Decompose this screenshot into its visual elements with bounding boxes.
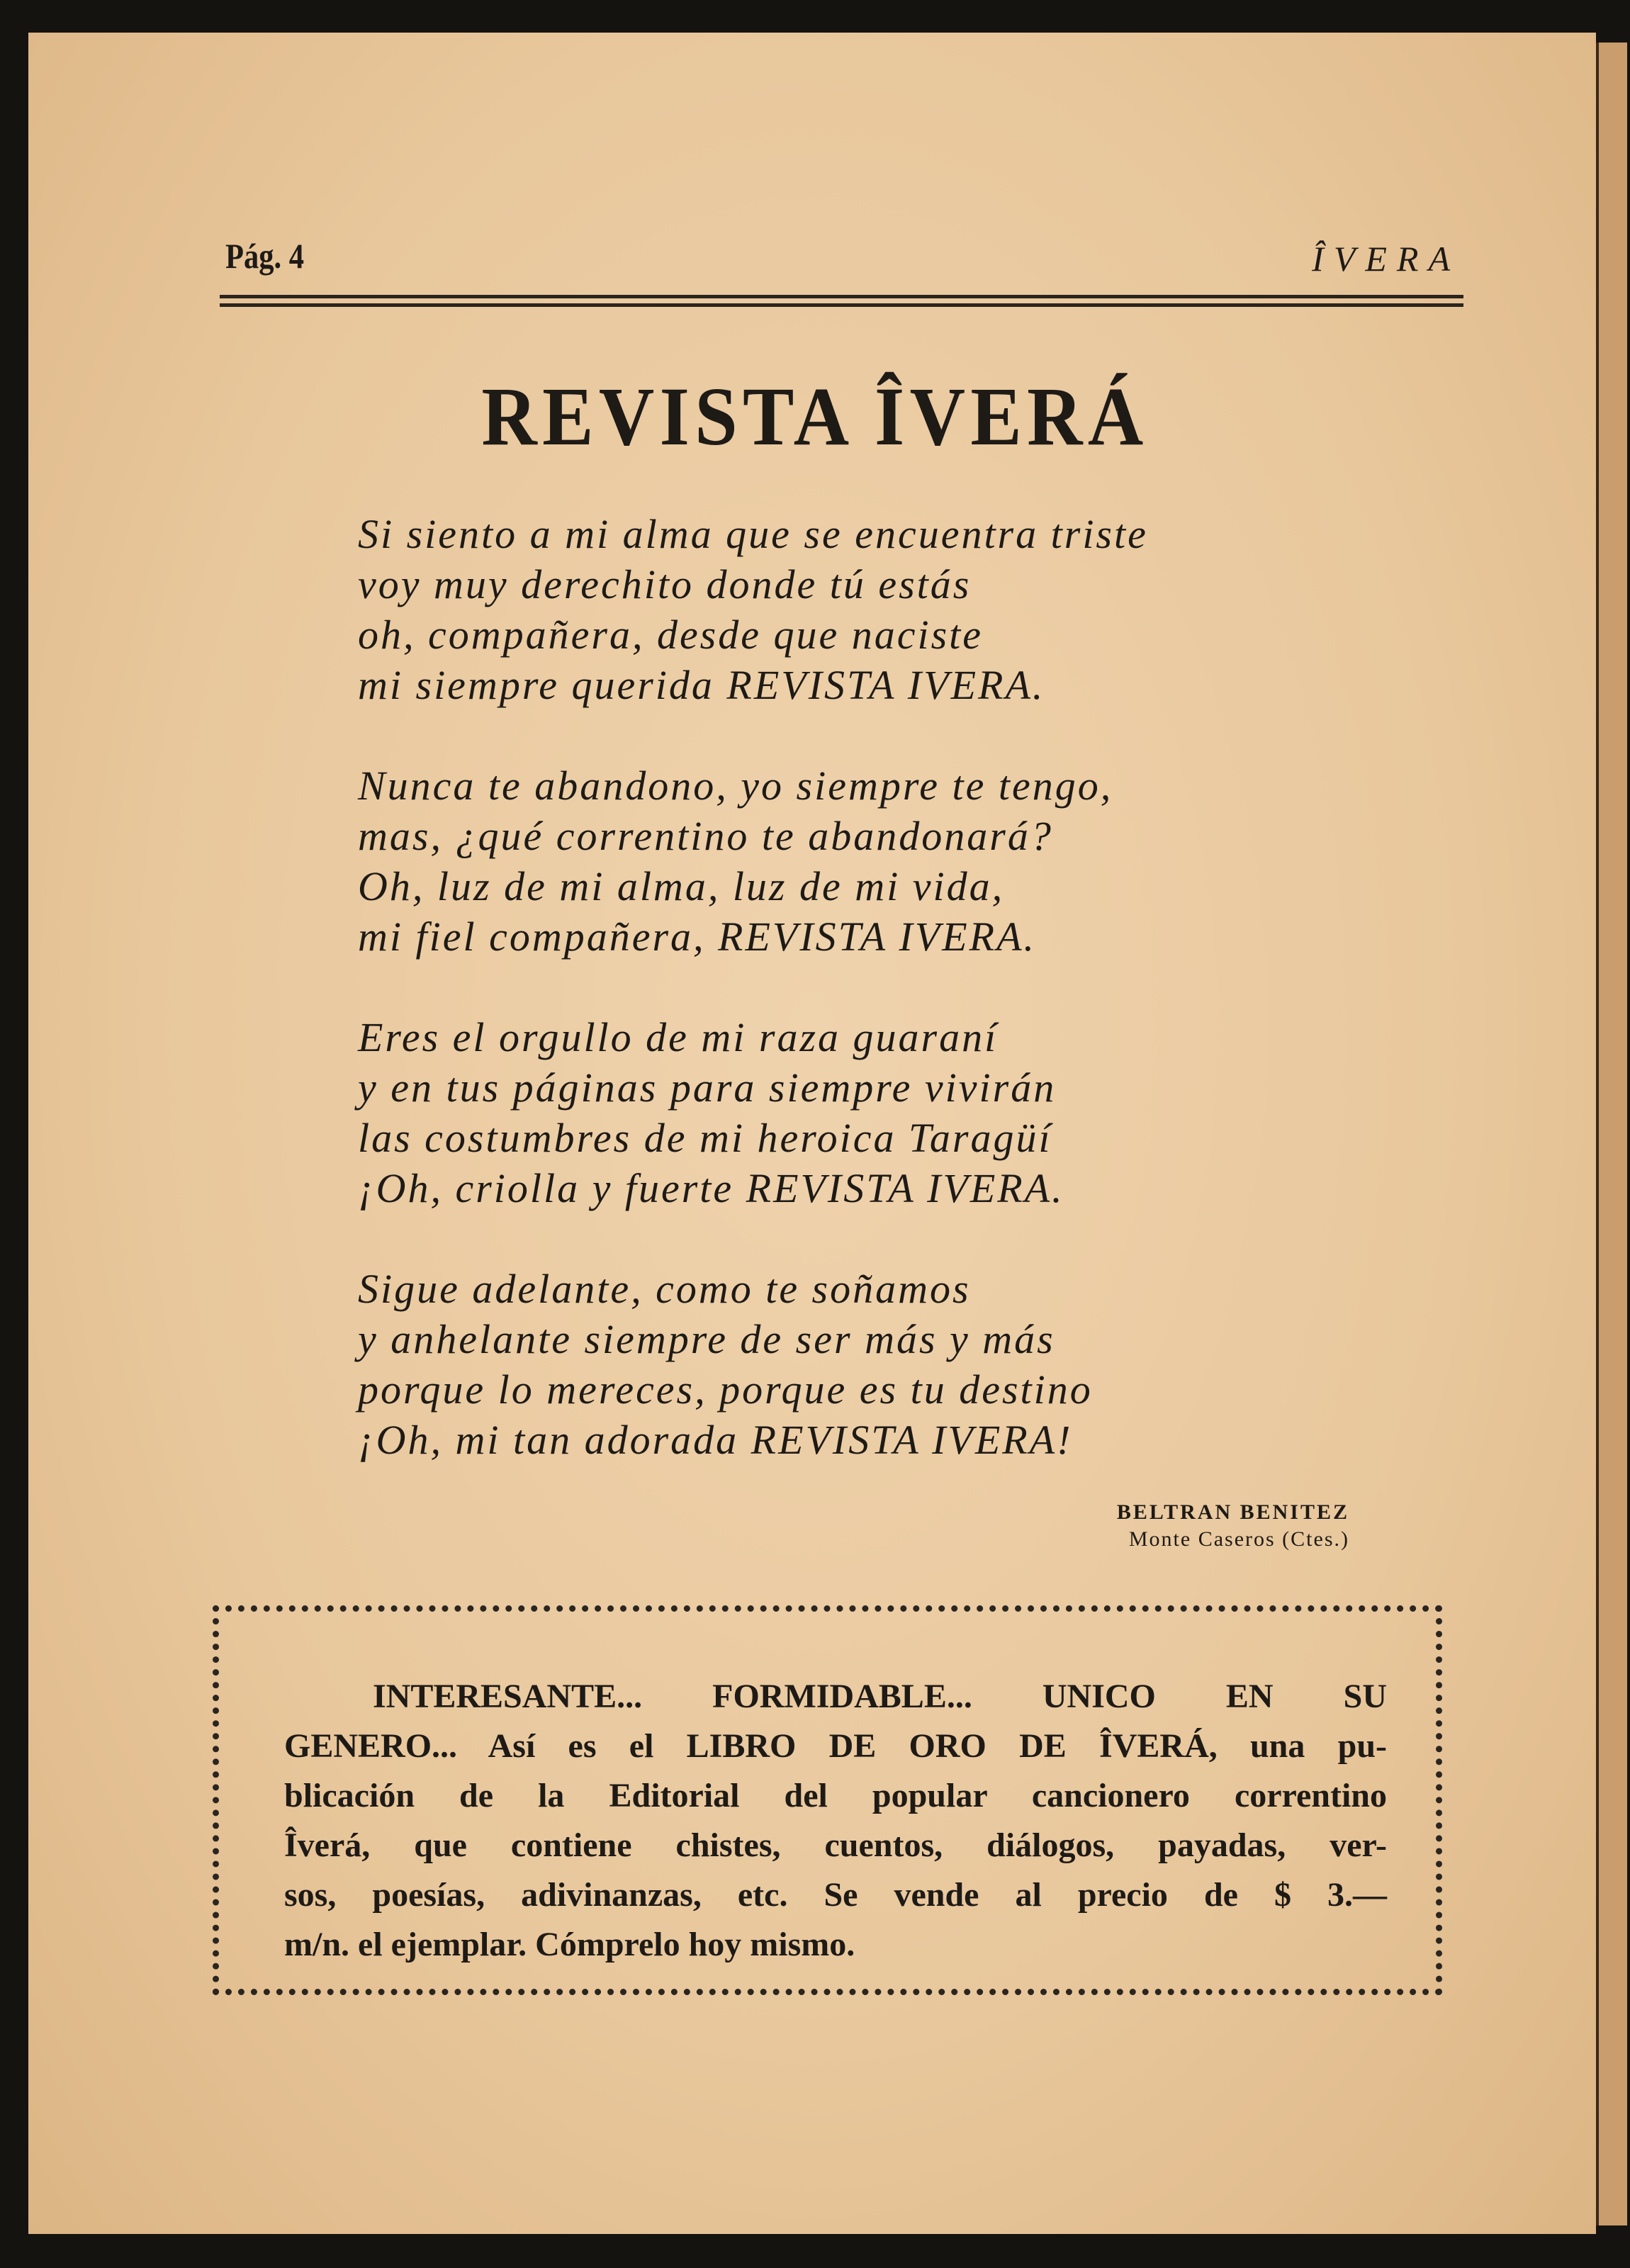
poem — [358, 509, 1350, 1515]
advertisement-text — [284, 1672, 1387, 1970]
header-rule-top — [220, 295, 1463, 298]
poem-line: Si siento a mi alma que se encuentra triste — [358, 511, 1148, 557]
adjacent-page-edge — [1596, 43, 1627, 2225]
poem-line: mas, ¿qué correntino te abandonará? — [358, 813, 1053, 859]
poem-line: porque lo mereces, porque es tu destino — [358, 1366, 1093, 1413]
poem-line: Nunca te abandono, yo siempre te tengo, — [358, 763, 1113, 809]
ad-line: sos, poesías, adivinanzas, etc. Se vende al precio de $ 3.— — [284, 1876, 1387, 1914]
stanza-3 — [358, 1012, 1350, 1213]
poem-line: las costumbres de mi heroica Taragüí — [358, 1115, 1052, 1161]
ad-line: m/n. el ejemplar. Cómprelo hoy mismo. — [284, 1926, 855, 1963]
ad-line: Îverá, que contiene chistes, cuentos, diálogos, payadas, ver- — [284, 1826, 1387, 1864]
header-rule-bottom — [220, 303, 1463, 307]
author-place: Monte Caseros (Ctes.) — [1128, 1527, 1349, 1551]
signature — [1117, 1499, 1349, 1553]
poem-line: y anhelante siempre de ser más y más — [358, 1316, 1055, 1362]
author-name: BELTRAN BENITEZ — [1116, 1500, 1349, 1524]
ad-line: blicación de la Editorial del popular cancionero correntino — [284, 1777, 1387, 1814]
poem-line: voy muy derechito donde tú estás — [358, 561, 972, 607]
ad-line: GENERO... Así es el LIBRO DE ORO DE ÎVERÁ, una pu- — [284, 1727, 1387, 1765]
poem-line: mi fiel compañera, REVISTA IVERA. — [358, 914, 1036, 960]
poem-line: Eres el orgullo de mi raza guaraní — [358, 1014, 999, 1060]
page-number: Pág. 4 — [225, 236, 304, 276]
stanza-1 — [358, 509, 1350, 710]
poem-line: mi siempre querida REVISTA IVERA. — [358, 662, 1045, 708]
poem-line: oh, compañera, desde que naciste — [358, 612, 984, 658]
poem-line: Oh, luz de mi alma, luz de mi vida, — [358, 863, 1005, 909]
stanza-4 — [358, 1264, 1350, 1465]
article-title: REVISTA ÎVERÁ — [481, 370, 1149, 463]
advertisement-box — [213, 1605, 1442, 1995]
ad-line: INTERESANTE... FORMIDABLE... UNICO EN SU — [373, 1678, 1387, 1715]
poem-line: Sigue adelante, como te soñamos — [358, 1266, 971, 1312]
poem-line: ¡Oh, criolla y fuerte REVISTA IVERA. — [358, 1165, 1064, 1211]
poem-line: y en tus páginas para siempre vivirán — [358, 1065, 1057, 1111]
running-header-publication: ÎVERA — [1312, 239, 1460, 279]
stanza-2 — [358, 760, 1350, 962]
poem-line: ¡Oh, mi tan adorada REVISTA IVERA! — [358, 1417, 1073, 1463]
